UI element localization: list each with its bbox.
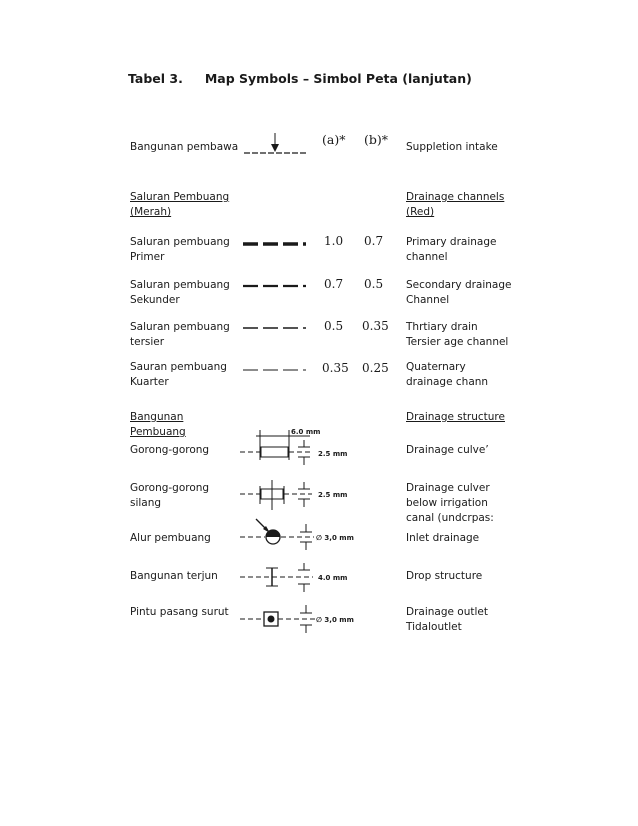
- row-right-drainage-channels: [406, 190, 516, 220]
- dim-label-inlet: ∅ 3,0 mm: [316, 534, 354, 542]
- row-right-outlet: Drainage outlet Tidaloutlet: [406, 606, 488, 633]
- row-right-drainage-structure: [406, 410, 516, 425]
- primary-width-b: 0.7: [364, 234, 384, 248]
- drainage-culvert-symbol: [240, 430, 312, 465]
- dim-label-culvert: 2.5 mm: [318, 450, 348, 458]
- row-left-inlet: Alur pembuang: [130, 532, 211, 544]
- row-left-primary: Saluran pembuang Primer: [130, 236, 230, 263]
- cross-culvert-symbol: [240, 480, 312, 510]
- table-caption: Map Symbols – Simbol Peta (lanjutan): [204, 71, 472, 86]
- row-right-drainage-channels-heading: Drainage channels (Red): [406, 191, 505, 218]
- row-left-drainage-structure: [130, 410, 240, 440]
- column-header-a: (a)*: [322, 132, 346, 147]
- row-right-drop: Drop structure: [406, 570, 483, 582]
- quaternary-width-b: 0.25: [362, 361, 389, 375]
- primary-width-a: 1.0: [324, 234, 344, 248]
- secondary-width-a: 0.7: [324, 277, 344, 291]
- inlet-drainage-symbol: [240, 519, 314, 550]
- row-left-drainage-channels-heading: Saluran Pembuang (Merah): [130, 191, 230, 218]
- secondary-width-b: 0.5: [364, 277, 384, 291]
- dim-label-cross-culvert: 2.5 mm: [318, 491, 348, 499]
- row-right-suppletion: Suppletion intake: [406, 141, 498, 153]
- row-left-quaternary: Sauran pembuang Kuarter: [130, 361, 227, 388]
- tertiary-width-a: 0.5: [324, 319, 344, 333]
- row-right-quaternary: Quaternary drainage chann: [406, 361, 489, 388]
- row-left-drop: Bangunan terjun: [130, 570, 218, 582]
- dim-label-width: 6.0 mm: [291, 428, 321, 436]
- row-right-culvert: Drainage culve’: [406, 444, 489, 456]
- row-left-secondary: Saluran pembuang Sekunder: [130, 279, 230, 306]
- row-left-drainage-channels: [130, 190, 240, 220]
- tertiary-width-b: 0.35: [362, 319, 389, 333]
- drop-structure-symbol: [240, 563, 313, 592]
- dim-label-outlet: ∅ 3,0 mm: [316, 616, 354, 624]
- table-number: Tabel 3.: [128, 71, 183, 86]
- row-right-secondary: Secondary drainage Channel: [406, 279, 512, 306]
- row-left-cross-culvert: Gorong-gorong silang: [130, 482, 210, 509]
- row-right-cross-culvert: Drainage culver below irrigation canal (undcrpas:: [406, 482, 494, 524]
- row-right-tertiary: Thrtiary drain Tersier age channel: [406, 321, 509, 348]
- dim-label-drop: 4.0 mm: [318, 574, 348, 582]
- row-left-drainage-structure-heading: Bangunan Pembuang: [130, 411, 186, 438]
- quaternary-width-a: 0.35: [322, 361, 349, 375]
- suppletion-intake-symbol: [244, 133, 306, 153]
- row-right-inlet: Inlet drainage: [406, 532, 480, 544]
- column-header-b: (b)*: [364, 132, 389, 147]
- row-left-tertiary: Saluran pembuang tersier: [130, 321, 230, 348]
- row-left-culvert: Gorong-gorong: [130, 444, 210, 456]
- row-left-outlet: Pintu pasang surut: [130, 606, 229, 618]
- table-title: [128, 71, 472, 86]
- inlet-arrow-icon: [256, 519, 268, 531]
- outlet-gate-icon: [264, 612, 278, 626]
- row-right-primary: Primary drainage channel: [406, 236, 497, 263]
- drainage-outlet-symbol: [240, 605, 316, 633]
- row-right-drainage-structure-heading: Drainage structure: [406, 411, 505, 423]
- row-left-suppletion: Bangunan pembawa: [130, 141, 239, 153]
- arrow-down-icon: [271, 144, 279, 152]
